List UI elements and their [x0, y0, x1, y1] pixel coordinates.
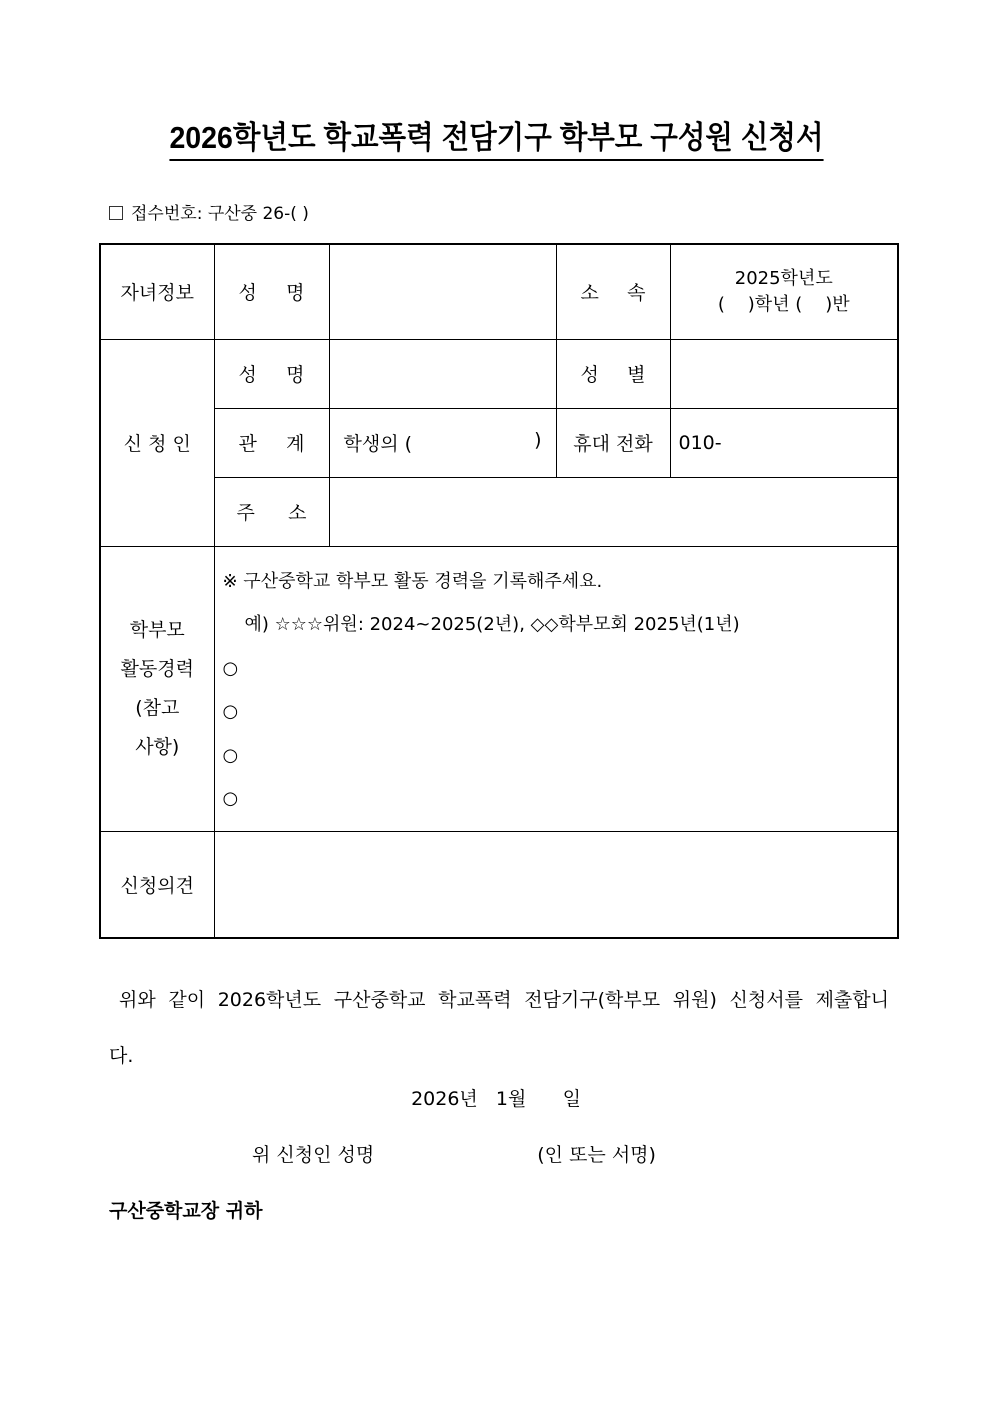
- statement-paragraph: 위와 같이 2026학년도 구산중학교 학교폭력 전담기구(학부모 위원) 신청서를 제출합니다.: [109, 989, 889, 1067]
- title-text: 2026학년도 학교폭력 전담기구 학부모 구성원 신청서: [169, 118, 823, 161]
- applicant-relation-row: [100, 408, 898, 477]
- phone-field[interactable]: 010-: [670, 408, 898, 477]
- relation-label: 관 계: [214, 408, 329, 477]
- affiliation-label: 소 속: [556, 244, 670, 339]
- activity-field[interactable]: [214, 546, 898, 831]
- opinion-field[interactable]: [214, 831, 898, 938]
- activity-note: ※ 구산중학교 학부모 활동 경력을 기록해주세요.: [222, 570, 603, 592]
- gender-label: 성 별: [556, 339, 670, 408]
- opinion-row: [100, 831, 898, 938]
- applicant-name-label: 성 명: [214, 339, 329, 408]
- opinion-label: 신청의견: [100, 831, 214, 938]
- addressee: 구산중학교장 귀하: [109, 1200, 263, 1222]
- receipt-label: 접수번호: 구산중 26-( ): [131, 204, 309, 224]
- activity-bullet-3[interactable]: ○: [222, 744, 239, 766]
- child-info-label: 자녀정보: [100, 244, 214, 339]
- activity-bullet-1[interactable]: ○: [222, 657, 239, 679]
- child-info-row: [100, 244, 898, 339]
- page-title: [0, 118, 992, 161]
- activity-bullet-2[interactable]: ○: [222, 701, 239, 722]
- activity-bullet-4[interactable]: ○: [222, 788, 239, 809]
- affiliation-year: 2025학년도: [734, 267, 833, 289]
- applicant-name-row: [100, 339, 898, 408]
- address-field[interactable]: [329, 477, 898, 546]
- signature-line: 위 신청인 성명 (인 또는 서명): [252, 1144, 656, 1166]
- checkbox-icon[interactable]: [109, 206, 123, 220]
- receipt-number: [109, 199, 309, 224]
- phone-label: 휴대 전화: [556, 408, 670, 477]
- affiliation-field[interactable]: [670, 244, 898, 339]
- child-name-field[interactable]: [329, 244, 556, 339]
- date-line: 2026년 1월 일: [411, 1088, 581, 1110]
- applicant-address-row: [100, 477, 898, 546]
- activity-example: 예) ☆☆☆위원: 2024~2025(2년), ◇◇학부모회 2025년(1년): [244, 614, 740, 635]
- gender-field[interactable]: [670, 339, 898, 408]
- affiliation-grade-class: ( )학년 ( )반: [717, 293, 850, 315]
- applicant-label: 신 청 인: [100, 339, 214, 546]
- applicant-name-field[interactable]: [329, 339, 556, 408]
- activity-row: [100, 546, 898, 831]
- application-form-table: [99, 243, 899, 939]
- activity-label: 학부모 활동경력 (참고 사항): [100, 546, 214, 831]
- child-name-label: 성 명: [214, 244, 329, 339]
- address-label: 주 소: [214, 477, 329, 546]
- relation-field[interactable]: 학생의 ( ): [329, 408, 556, 477]
